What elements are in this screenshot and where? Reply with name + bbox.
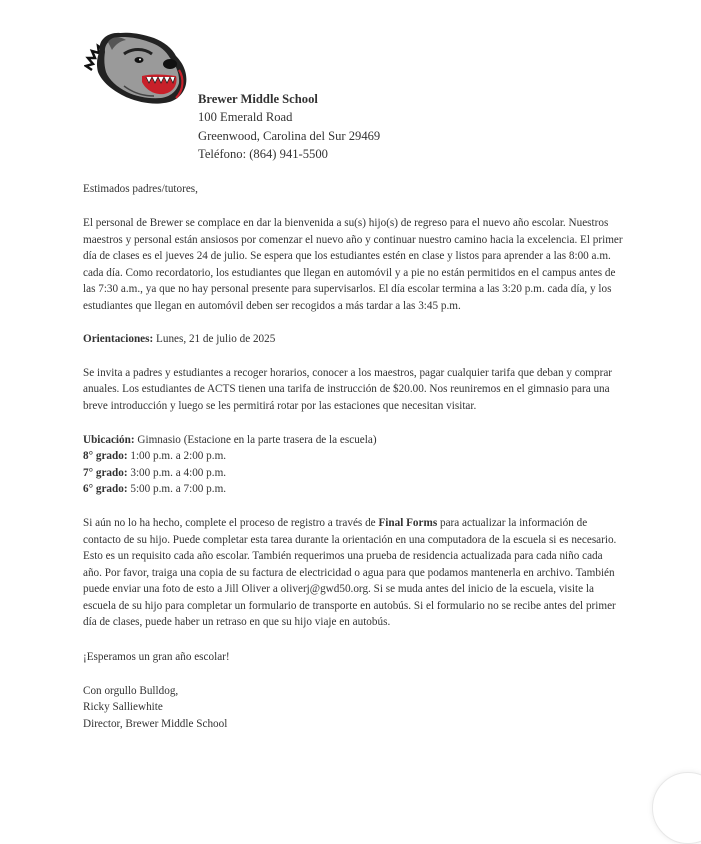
closing-wish: ¡Esperamos un gran año escolar! [83, 650, 230, 663]
signoff: Con orgullo Bulldog, [83, 684, 179, 697]
schedule-row [83, 448, 623, 465]
page-corner-decoration [652, 772, 701, 844]
city-state: Greenwood, Carolina del Sur 29469 [198, 128, 381, 143]
schedule-grade: 6° grado: [83, 483, 128, 496]
school-name: Brewer Middle School [198, 92, 318, 106]
orientation-label: Orientaciones: [83, 332, 154, 345]
schedule-grade: 7° grado: [83, 466, 128, 479]
orientation-line [83, 331, 623, 348]
schedule-grade: 8° grado: [83, 450, 128, 463]
registration-paragraph [83, 515, 623, 631]
final-forms-name: Final Forms [378, 517, 438, 530]
schedule-time: 1:00 p.m. a 2:00 p.m. [127, 450, 227, 463]
school-address [198, 90, 380, 163]
welcome-paragraph: El personal de Brewer se complace en dar la bienvenida a su(s) hijo(s) de regreso para el nuevo año escolar. Nuestros maestros y personal están ansiosos por comenzar el nuevo año y continuar nuestro camino hacia la excelencia. El primer día de clases es el jueves 24 de julio. Se espera que los estudiantes estén en clase y listos para aprender a las 8:00 a.m. cada día. Como recordatorio, los estudiantes que llegan en automóvil y a pie no están permitidos en el campus antes de las 7:30 a.m., ya que no hay personal presente para supervisarlos. El día escolar termina a las 3:20 p.m. cada día, y los estudiantes que llegan en automóvil deben ser recogidos a más tardar a las 3:45 p.m. [83, 217, 623, 312]
schedule-time: 3:00 p.m. a 4:00 p.m. [127, 466, 227, 479]
location-value: Gimnasio (Estacione en la parte trasera de la escuela) [134, 433, 377, 446]
schedule-row [83, 481, 623, 498]
signer-name: Ricky Salliewhite [83, 701, 163, 714]
orientation-date: Lunes, 21 de julio de 2025 [153, 332, 276, 345]
signer-title: Director, Brewer Middle School [83, 717, 228, 730]
registration-text-start: Si aún no lo ha hecho, complete el proceso de registro a través de [83, 517, 379, 530]
orientation-paragraph: Se invita a padres y estudiantes a recoger horarios, conocer a los maestros, pagar cualquier tarifa que deban y comprar anuales. Los estudiantes de ACTS tienen una tarifa de instrucción de $20.00. Nos reuniremos en el gimnasio para una breve introducción y luego se les permitirá rotar por las estaciones que necesitan visitar. [83, 366, 613, 412]
schedule-time: 5:00 p.m. a 7:00 p.m. [127, 483, 227, 496]
phone-number: Teléfono: (864) 941-5500 [198, 146, 328, 161]
letter-body [83, 181, 623, 732]
location-label: Ubicación: [83, 433, 135, 446]
street-address: 100 Emerald Road [198, 110, 293, 125]
location-line [83, 432, 623, 449]
schedule-row [83, 465, 623, 482]
greeting: Estimados padres/tutores, [83, 183, 198, 195]
bulldog-logo-icon [84, 30, 190, 106]
registration-text-end: para actualizar la información de contacto de su hijo. Puede completar esta tarea durante la orientación en una computadora de la escuela si es necesario. Esto es un requisito cada año escolar. También requerimos una prueba de residencia actualizada para cada niño cada año. Por favor, traiga una copia de su factura de electricidad o agua para que podamos mantenerla en archivo. También puede enviar una foto de esto a Jill Oliver a oliverj@gwd50.org. Si se muda antes del inicio de la escuela, visite la escuela de su hijo para completar un formulario de transporte en autobús. Si el formulario no se recibe antes del primer día de clases, puede haber un retraso en que su hijo viaje en autobús. [83, 517, 617, 629]
